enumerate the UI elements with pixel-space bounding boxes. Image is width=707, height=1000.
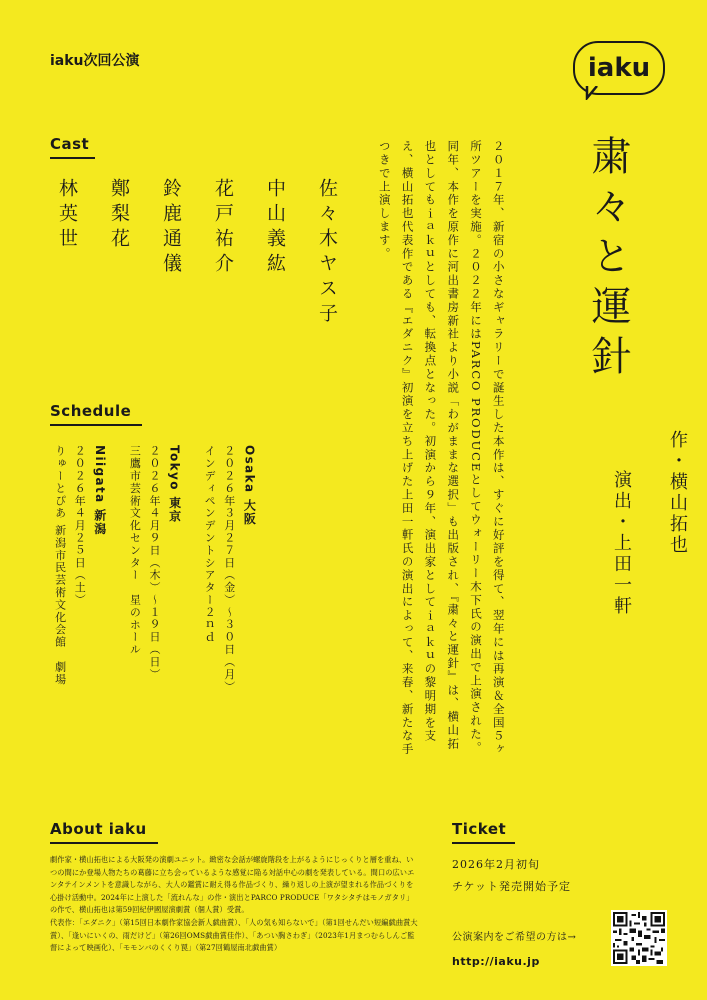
credits — [593, 430, 705, 790]
writer-credit: 作・横山拓也 — [667, 430, 688, 556]
venue-dates: ２０２６年３月２７日（金）〜３０日（月） — [222, 445, 236, 693]
ticket-note: チケット発売開始予定 — [452, 880, 572, 893]
about-heading: About iaku — [50, 820, 158, 844]
venue-city: Niigata 新潟 — [92, 445, 107, 536]
schedule-heading: Schedule — [50, 402, 142, 426]
intro-text: ２０１７年、新宿の小さなギャラリーで誕生した本作は、すぐに好評を得て、翌年には再演＆全国５ヶ所ツアーを実施。２０２２年にはPARCO PRODUCEとしてウォーリー木下氏の演出で上演された。同年、本作を原作に河出書房新社より小説「わがままな選択」も出版され、『粛々と運針』は、横山拓也としてもｉａｋｕとしても、転換点となった。初演から９年、演出家としてｉａｋｕの黎明期を支え、横山拓也代表作である『エダニク』初演を立ち上げた上田一軒氏の演出によって、来春、新たな手つきで上演します。 — [377, 140, 506, 757]
qr-code-graphic — [613, 912, 665, 964]
schedule-list — [50, 445, 258, 765]
cast-heading: Cast — [50, 135, 95, 159]
cast-member: 中山義紘 — [264, 178, 286, 278]
about-paragraph: 劇作家・横山拓也による大阪発の演劇ユニット。緻密な会話が螺旋階段を上がるようにじっくりと層を重ね、いつの間にか登場人物たちの葛藤に立ち会っているような感覚に陥る対話中心の劇を発表している。間口の広いエンタテインメントを意識しながら、大人の鑑賞に耐え得る作品づくり、繰り返しの上演が望まれる作品づくりを心掛け活動中。2024年に上演した「流れんな」の作・演出とPARCO PRODUCE「ワタシタチはモノガタリ」の作で、横山拓也は第59回紀伊國屋演劇賞（個人賞）受賞。 — [50, 855, 415, 915]
cast-member: 鈴鹿通儀 — [160, 178, 182, 278]
venue-place: りゅーとぴあ 新潟市民芸術文化会館 劇場 — [53, 445, 67, 686]
speech-bubble-tail-icon — [585, 86, 599, 100]
director-credit: 演出・上田一軒 — [611, 470, 632, 617]
cast-member: 林英世 — [56, 178, 78, 253]
website-link[interactable]: http://iaku.jp — [452, 955, 540, 968]
venue-dates: ２０２６年４月２５日（土） — [73, 445, 87, 607]
venue-tokyo — [125, 445, 184, 765]
venue-place: 三鷹市芸術文化センター 星のホール — [128, 445, 142, 656]
venue-niigata — [50, 445, 109, 765]
venue-dates: ２０２６年４月９日（木）〜１９日（日） — [147, 445, 161, 681]
venue-city: Tokyo 東京 — [167, 445, 182, 524]
about-paragraph: 代表作：「エダニク」（第15回日本劇作家協会新人戯曲賞）、「人の気も知らないで」（第1回せんだい短編戯曲賞大賞）、「逢いにいくの、雨だけど」（第26回OMS戯曲賞佳作）、「あつい胸さわぎ」（2023年1月まつむらしんご監督によって映画化）、「モモンバのくくり罠」（第27回鶴屋南北戯曲賞） — [50, 917, 418, 953]
cast-member: 花戸祐介 — [212, 178, 234, 278]
cast-member: 鄭梨花 — [108, 178, 130, 253]
qr-code-icon[interactable] — [611, 910, 667, 966]
about-text — [50, 854, 420, 955]
guide-text: 公演案内をご希望の方は→ — [452, 932, 577, 943]
cast-member: 佐々木ヤス子 — [316, 178, 338, 328]
ticket-heading: Ticket — [452, 820, 515, 844]
venue-city: Osaka 大阪 — [242, 445, 257, 526]
venue-place: インディペンデントシアター２ｎｄ — [203, 445, 217, 644]
venue-osaka — [200, 445, 259, 765]
ticket-date: 2026年2月初旬 — [452, 858, 540, 871]
next-performance-label: iaku次回公演 — [50, 53, 140, 69]
iaku-logo: iaku — [573, 41, 665, 95]
cast-list — [48, 178, 346, 478]
play-title: 粛々と運針 — [585, 135, 631, 385]
